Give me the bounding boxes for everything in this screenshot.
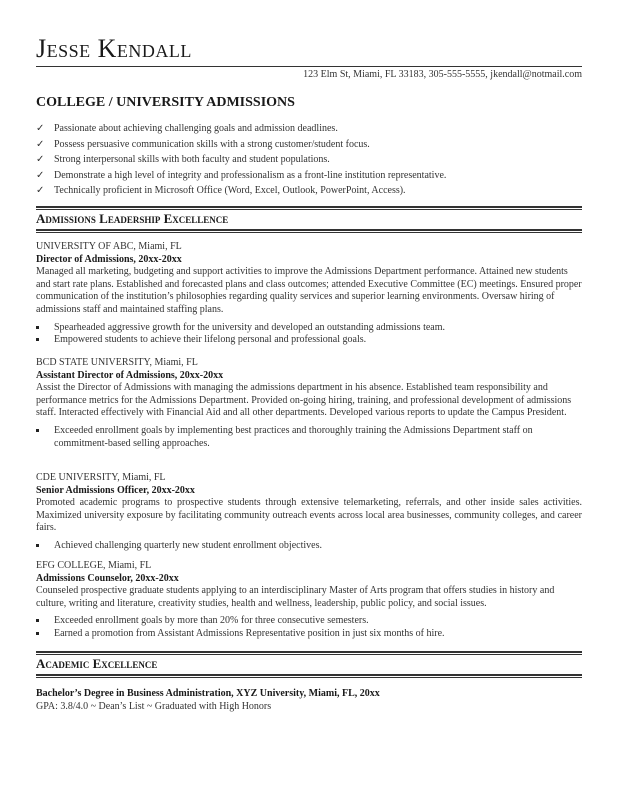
job-description: Promoted academic programs to prospective students through extensive telemarketing, referrals, and other inside sales activities. Maximized university exposure by facilitating community outreach events across local area businesses, community colleges, and career fairs. [36, 497, 582, 534]
bullet-icon [36, 544, 39, 547]
achievement-item: Earned a promotion from Assistant Admissions Representative position in just six months of hire. [36, 628, 582, 641]
objective-title: COLLEGE / UNIVERSITY ADMISSIONS [36, 95, 295, 110]
job-description: Assist the Director of Admissions with managing the admissions department in his absence. Established team responsibility and performance metrics for the Admissions Department. Provided on-going hiring, training, and professional development of admissions staff. Interacted effectively with Financial Aid and all other departments. Developed various reports to update the Campus President. [36, 382, 572, 419]
job-description: Managed all marketing, budgeting and support activities to improve the Admissions Department performance. Attained new students and start rate plans. Established and forecasted plans and class outcomes; attended Executive Committee (EC) meetings. Ensured proper communication of the institution’s philosophies regarding quality services and superior learning environments. Oversaw hiring of admissions staff and maintained staffing plans. [36, 266, 582, 315]
job-entry [36, 357, 582, 450]
job-entry [36, 472, 582, 553]
degree: Bachelor’s Degree in Business Administration, XYZ University, Miami, FL, 20xx [36, 688, 380, 699]
achievement-list [36, 540, 582, 553]
achievement-item: Exceeded enrollment goals by implementing best practices and thoroughly training the Admissions Department staff on commitment-based selling approaches. [36, 425, 582, 450]
objective-item: ✓ Strong interpersonal skills with both faculty and student populations. [36, 152, 446, 168]
header-rule [36, 66, 582, 67]
employer: EFG COLLEGE, Miami, FL [36, 560, 152, 571]
section-rule [36, 674, 582, 676]
achievement-item: Spearheaded aggressive growth for the university and developed an outstanding admissions team. [36, 322, 582, 335]
objective-item: ✓ Technically proficient in Microsoft Office (Word, Excel, Outlook, PowerPoint, Access). [36, 183, 446, 199]
employer: BCD STATE UNIVERSITY, Miami, FL [36, 357, 198, 368]
checkmark-icon: ✓ [36, 169, 45, 181]
section-rule [36, 229, 582, 231]
employer: CDE UNIVERSITY, Miami, FL [36, 472, 166, 483]
objective-list [36, 121, 446, 199]
achievement-item: Exceeded enrollment goals by more than 20% for three consecutive semesters. [36, 615, 582, 628]
achievement-item: Empowered students to achieve their lifelong personal and professional goals. [36, 334, 582, 347]
employer: UNIVERSITY OF ABC, Miami, FL [36, 241, 182, 252]
objective-item: ✓ Passionate about achieving challenging goals and admission deadlines. [36, 121, 446, 137]
experience-heading: Admissions Leadership Excellence [36, 211, 229, 226]
candidate-name: Jesse Kendall [36, 34, 192, 63]
bullet-icon [36, 619, 39, 622]
section-rule [36, 206, 582, 208]
objective-item: ✓ Possess persuasive communication skills with a strong customer/student focus. [36, 137, 446, 153]
job-entry [36, 560, 582, 641]
contact-info: 123 Elm St, Miami, FL 33183, 305-555-5555, jkendall@notmail.com [303, 69, 582, 80]
checkmark-icon: ✓ [36, 154, 45, 165]
job-entry [36, 241, 582, 347]
checkmark-icon: ✓ [36, 185, 45, 196]
job-title: Senior Admissions Officer, 20xx-20xx [36, 484, 195, 496]
gpa-honors: GPA: 3.8/4.0 ~ Dean’s List ~ Graduated with High Honors [36, 701, 272, 712]
job-title: Assistant Director of Admissions, 20xx-20xx [36, 369, 224, 381]
education-heading: Academic Excellence [36, 656, 158, 671]
job-description: Counseled prospective graduate students applying to an interdisciplinary Master of Arts program that offers studies in history and culture, writing and literature, creativity studies, health and wellness, leadership, public policy, and social issues. [36, 585, 555, 609]
achievement-item: Achieved challenging quarterly new student enrollment objectives. [36, 540, 582, 553]
achievement-list [36, 425, 582, 450]
bullet-icon [36, 429, 39, 432]
achievement-list [36, 322, 582, 347]
job-title: Admissions Counselor, 20xx-20xx [36, 572, 179, 584]
bullet-icon [36, 338, 39, 341]
education-entry [36, 687, 380, 713]
achievement-list [36, 615, 582, 640]
checkmark-icon: ✓ [36, 123, 45, 134]
checkmark-icon: ✓ [36, 138, 45, 150]
objective-item: ✓ Demonstrate a high level of integrity and professionalism as a front-line institution representative. [36, 168, 446, 184]
bullet-icon [36, 632, 39, 635]
bullet-icon [36, 326, 39, 329]
section-rule [36, 651, 582, 653]
job-title: Director of Admissions, 20xx-20xx [36, 253, 182, 265]
